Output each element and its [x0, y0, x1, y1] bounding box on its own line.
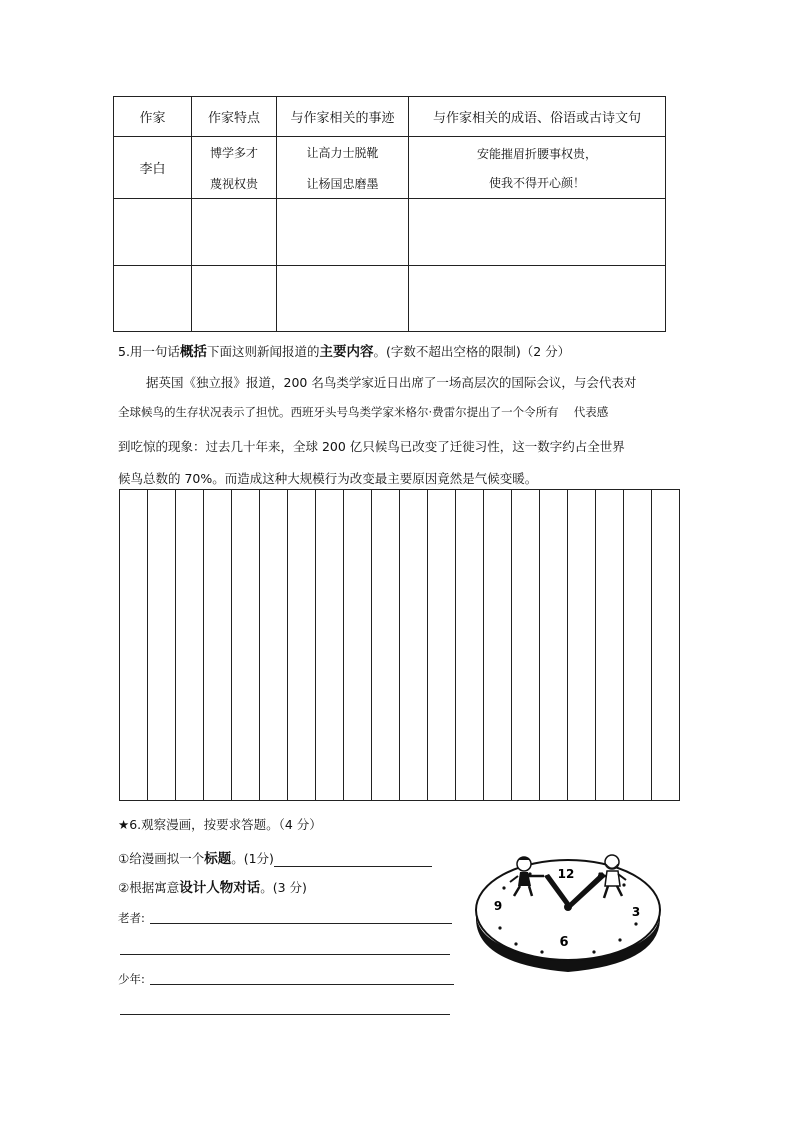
passage-line-2: 全球候鸟的生存状况表示了担忧。西班牙头号鸟类学家米格尔·费雷尔提出了一个令所有 代表感	[118, 405, 609, 419]
grid-column[interactable]	[624, 490, 652, 800]
passage-line-1: 据英国《独立报》报道，200 名鸟类学家近日出席了一场高层次的国际会议，与会代表对	[146, 375, 637, 390]
grid-column[interactable]	[456, 490, 484, 800]
cell-traits	[192, 137, 277, 199]
clock-center	[564, 903, 572, 911]
grid-column[interactable]	[316, 490, 344, 800]
youth-answer-line-2[interactable]	[120, 1014, 450, 1015]
cell-author: 李白	[114, 137, 192, 199]
grid-column[interactable]	[204, 490, 232, 800]
question-6-title: ★6.观察漫画，按要求答题。（4 分）	[118, 817, 322, 832]
youth-answer-line-1[interactable]	[150, 984, 454, 985]
trait-1: 博学多才	[209, 145, 258, 160]
header-traits: 作家特点	[192, 97, 277, 137]
grid-column[interactable]	[372, 490, 400, 800]
clock-numeral-12: 12	[557, 867, 575, 881]
q6-sub1-keyword: 标题	[204, 851, 232, 867]
header-author: 作家	[114, 97, 192, 137]
q5-prefix: 5.用一句话	[118, 344, 180, 359]
cartoon-clock-illustration	[474, 852, 662, 974]
grid-column[interactable]	[176, 490, 204, 800]
q6-sub2-prefix: ②根据寓意	[118, 880, 180, 895]
grid-column[interactable]	[400, 490, 428, 800]
answer-cell[interactable]	[409, 266, 666, 332]
header-quotes: 与作家相关的成语、俗语或古诗文句	[409, 97, 666, 137]
cell-quote	[409, 137, 666, 199]
answer-cell[interactable]	[192, 266, 277, 332]
grid-column[interactable]	[344, 490, 372, 800]
answer-cell[interactable]	[114, 199, 192, 266]
header-deeds: 与作家相关的事迹	[277, 97, 409, 137]
grid-column[interactable]	[652, 490, 679, 800]
grid-column[interactable]	[540, 490, 568, 800]
table-header-row	[114, 97, 666, 137]
q5-keyword-summarize: 概括	[179, 344, 207, 360]
table-row	[114, 137, 666, 199]
passage-line-4: 候鸟总数的 70%。而造成这种大规模行为改变最主要原因竟然是气候变暖。	[118, 471, 538, 486]
clock-numeral-9: 9	[493, 899, 503, 913]
q5-suffix: 。(字数不超出空格的限制)（2 分）	[373, 344, 571, 359]
quote-line-2: 使我不得开心颜！	[488, 175, 585, 190]
q6-sub1-suffix: 。(1分)	[231, 851, 274, 866]
question-5	[118, 340, 570, 360]
grid-column[interactable]	[148, 490, 176, 800]
passage-line-3: 到吃惊的现象：过去几十年来，全球 200 亿只候鸟已改变了迁徙习性，这一数字约占全世界	[118, 439, 625, 454]
author-table	[113, 96, 666, 332]
question-6-part-2	[118, 876, 307, 896]
deed-1: 让高力士脱靴	[306, 145, 379, 160]
q6-sub2-keyword: 设计人物对话	[179, 880, 261, 896]
youth-label: 少年:	[118, 972, 145, 986]
grid-column[interactable]	[288, 490, 316, 800]
grid-column[interactable]	[596, 490, 624, 800]
grid-column[interactable]	[568, 490, 596, 800]
answer-cell[interactable]	[409, 199, 666, 266]
title-answer-line[interactable]	[274, 854, 432, 867]
elder-answer-line-1[interactable]	[150, 923, 452, 924]
quote-line-1: 安能摧眉折腰事权贵，	[476, 146, 597, 161]
grid-column[interactable]	[260, 490, 288, 800]
question-6-part-1	[118, 847, 432, 867]
answer-cell[interactable]	[277, 266, 409, 332]
answer-cell[interactable]	[114, 266, 192, 332]
clock-numeral-6: 6	[559, 935, 569, 950]
answer-cell[interactable]	[192, 199, 277, 266]
trait-2: 蔑视权贵	[209, 176, 258, 191]
q5-mid: 下面这则新闻报道的	[206, 344, 320, 359]
q6-sub2-suffix: 。(3 分)	[260, 880, 307, 895]
clock-numeral-3: 3	[631, 905, 641, 919]
answer-grid[interactable]	[119, 489, 680, 801]
deed-2: 让杨国忠磨墨	[306, 176, 379, 191]
q5-keyword-content: 主要内容	[319, 344, 374, 360]
cell-deeds	[277, 137, 409, 199]
elder-label: 老者:	[118, 911, 145, 925]
answer-cell[interactable]	[277, 199, 409, 266]
grid-column[interactable]	[428, 490, 456, 800]
table-row-empty	[114, 266, 666, 332]
table-row-empty	[114, 199, 666, 266]
grid-column[interactable]	[232, 490, 260, 800]
q6-sub1-prefix: ①给漫画拟一个	[118, 851, 205, 866]
elder-answer-line-2[interactable]	[120, 954, 450, 955]
grid-column[interactable]	[512, 490, 540, 800]
grid-column[interactable]	[484, 490, 512, 800]
grid-column[interactable]	[120, 490, 148, 800]
